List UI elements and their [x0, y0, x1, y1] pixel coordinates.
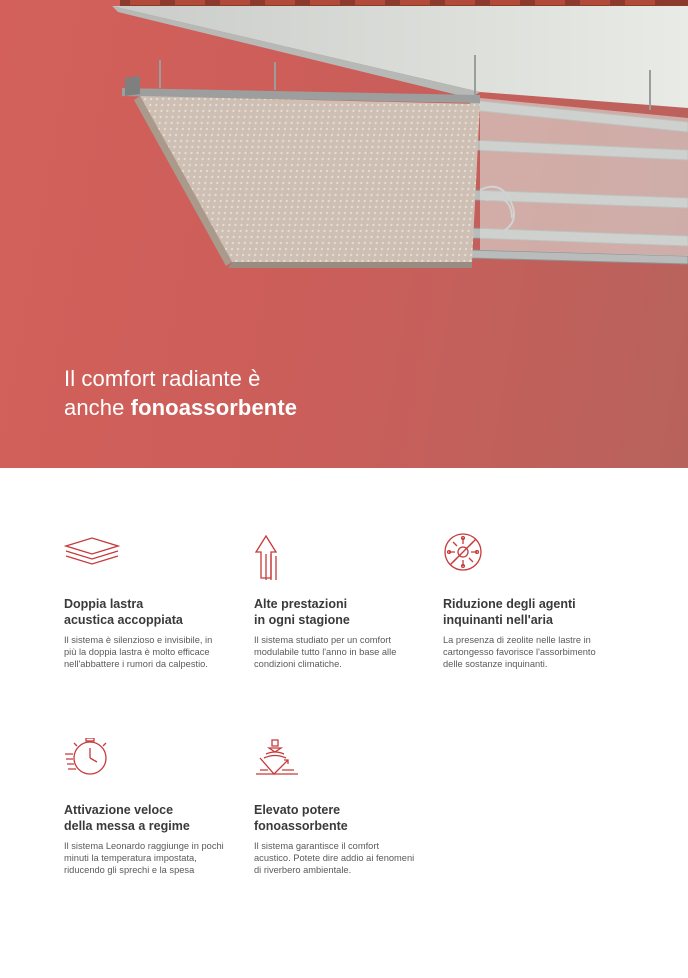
feature-title-line: Riduzione degli agenti — [443, 597, 576, 611]
feature-desc-line: delle sostanze inquinanti. — [443, 659, 548, 670]
feature-desc-line: cartongesso favorisce l'assorbimento — [443, 647, 596, 658]
feature-desc-line: riducendo gli sprechi e la spesa — [64, 865, 195, 876]
feature-title — [254, 596, 444, 628]
feature-desc-line: nell'abbattere i rumori da calpestio. — [64, 659, 208, 670]
sound-absorb-icon — [254, 738, 310, 786]
feature-description — [443, 634, 623, 671]
feature-title — [254, 802, 444, 834]
feature-title-line: della messa a regime — [64, 819, 190, 833]
feature-description — [254, 634, 434, 671]
feature-desc-line: di riverbero ambientale. — [254, 865, 352, 876]
hero-title-line1: Il comfort radiante è — [64, 366, 261, 391]
feature-title — [443, 596, 633, 628]
feature-title-line: fonoassorbente — [254, 819, 348, 833]
hero-title-bold: fonoassorbente — [130, 395, 298, 420]
feature-desc-line: Il sistema studiato per un comfort — [254, 635, 391, 645]
feature-title-line: Elevato potere — [254, 803, 341, 817]
feature-description — [64, 840, 244, 877]
hero-banner — [0, 0, 688, 468]
layers-icon — [64, 532, 120, 580]
feature-desc-line: modulabile tutto l'anno in base alle — [254, 647, 397, 658]
feature-desc-line: condizioni climatiche. — [254, 659, 342, 670]
hero-title-line2 — [64, 393, 297, 422]
feature-title-line: in ogni stagione — [254, 613, 350, 627]
stopwatch-icon — [64, 738, 120, 786]
feature-desc-line: più la doppia lastra è molto efficace — [64, 647, 210, 658]
feature-description — [254, 840, 434, 877]
feature-desc-line: Il sistema è silenzioso e invisibile, in — [64, 635, 213, 645]
feature-title — [64, 596, 254, 628]
no-pollutant-icon — [443, 532, 499, 580]
feature-title — [64, 802, 254, 834]
feature-desc-line: acustico. Potete dire addio ai fenomeni — [254, 853, 415, 864]
arrows-up-icon — [254, 532, 310, 580]
feature-desc-line: Il sistema garantisce il comfort — [254, 841, 380, 851]
feature-title-line: Alte prestazioni — [254, 597, 348, 611]
feature-title-line: Attivazione veloce — [64, 803, 174, 817]
feature-desc-line: Il sistema Leonardo raggiunge in pochi — [64, 841, 224, 851]
feature-desc-line: minuti la temperatura impostata, — [64, 853, 197, 864]
hero-title — [64, 364, 297, 422]
feature-desc-line: La presenza di zeolite nelle lastre in — [443, 635, 591, 645]
feature-title-line: inquinanti nell'aria — [443, 613, 553, 627]
hero-title-prefix: anche — [64, 395, 131, 420]
feature-title-line: acustica accoppiata — [64, 613, 183, 627]
feature-description — [64, 634, 244, 671]
feature-title-line: Doppia lastra — [64, 597, 144, 611]
